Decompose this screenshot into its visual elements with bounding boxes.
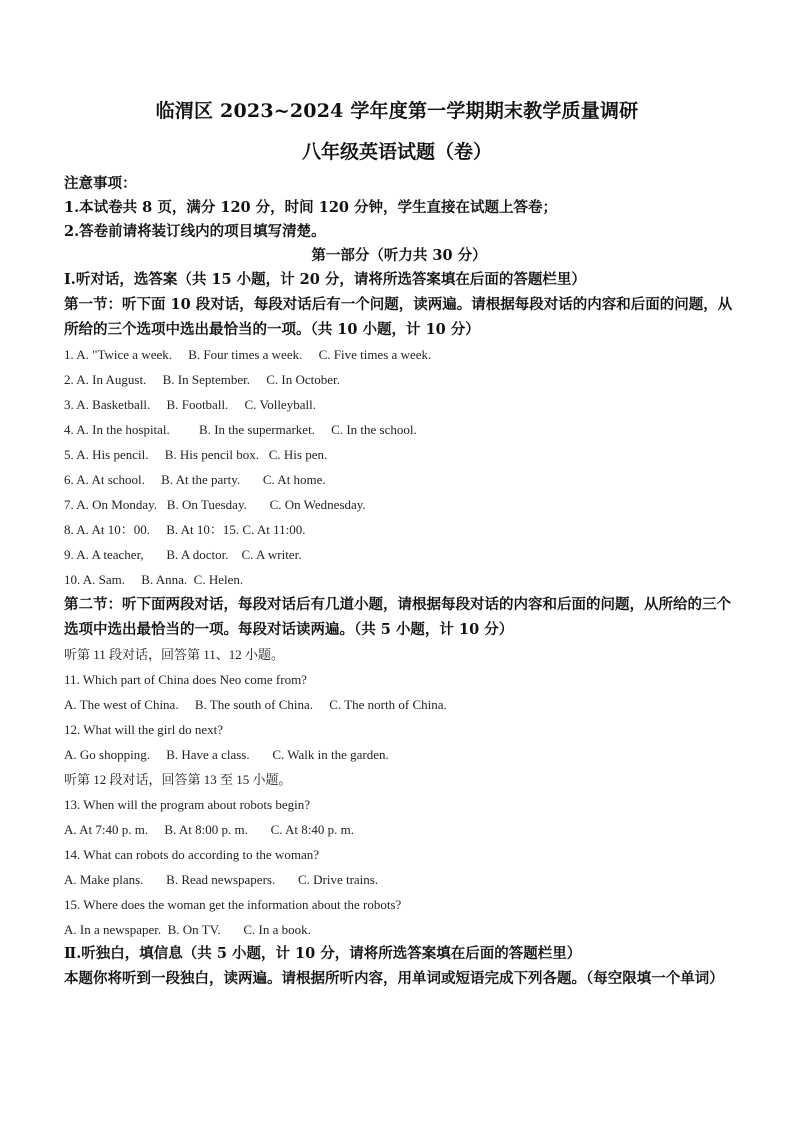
dialog-11-intro: 听第 11 段对话，回答第 11、12 小题。: [64, 647, 285, 662]
question-14: 14. What can robots do according to the woman?: [64, 847, 319, 862]
question-13-options: A. At 7:40 p. m. B. At 8:00 p. m. C. At 8:40 p. m.: [64, 822, 354, 837]
question-12-options: A. Go shopping. B. Have a class. C. Walk in the garden.: [64, 747, 389, 762]
exam-subtitle: 八年级英语试题（卷）: [301, 141, 492, 163]
question-11: 11. Which part of China does Neo come from?: [64, 672, 307, 687]
section-ii-heading: Ⅱ.听独白，填信息（共 5 小题，计 10 分，请将所选答案填在后面的答题栏里）: [64, 945, 582, 962]
notes-item: 2.答卷前请将装订线内的项目填写清楚。: [64, 223, 326, 240]
question-13: 13. When will the program about robots begin?: [64, 797, 310, 812]
question-11-options: A. The west of China. B. The south of China. C. The north of China.: [64, 697, 447, 712]
question-12: 12. What will the girl do next?: [64, 722, 223, 737]
question-10: 10. A. Sam. B. Anna. C. Helen.: [64, 572, 244, 587]
exam-content: [64, 172, 734, 991]
section-i-heading: Ⅰ.听对话，选答案（共 15 小题，计 20 分，请将所选答案填在后面的答题栏里）: [64, 271, 586, 288]
question-5: 5. A. His pencil. B. His pencil box. C. His pen.: [64, 447, 328, 462]
question-8: 8. A. At 10：00. B. At 10：15. C. At 11:00.: [64, 522, 306, 537]
question-7: 7. A. On Monday. B. On Tuesday. C. On Wednesday.: [64, 497, 366, 512]
question-6: 6. A. At school. B. At the party. C. At home.: [64, 472, 326, 487]
question-9: 9. A. A teacher, B. A doctor. C. A writer.: [64, 547, 302, 562]
question-2: 2. A. In August. B. In September. C. In October.: [64, 372, 340, 387]
question-3: 3. A. Basketball. B. Football. C. Volleyball.: [64, 397, 316, 412]
question-15: 15. Where does the woman get the information about the robots?: [64, 897, 402, 912]
exam-title: 临渭区 2023~2024 学年度第一学期期末教学质量调研: [155, 100, 639, 122]
question-15-options: A. In a newspaper. B. On TV. C. In a book.: [64, 922, 311, 937]
part1-heading: 第一部分（听力共 30 分）: [311, 247, 487, 264]
question-4: 4. A. In the hospital. B. In the supermarket. C. In the school.: [64, 422, 417, 437]
notes-item: 1.本试卷共 8 页，满分 120 分，时间 120 分钟，学生直接在试题上答卷；: [64, 199, 558, 216]
question-14-options: A. Make plans. B. Read newspapers. C. Drive trains.: [64, 872, 379, 887]
section1-intro: 第一节：听下面 10 段对话，每段对话后有一个问题，读两遍。请根据每段对话的内容和后面的问题，从所给的三个选项中选出最恰当的一项。（共 10 小题，计 10 分）: [64, 296, 733, 338]
dialog-12-intro: 听第 12 段对话，回答第 13 至 15 小题。: [64, 772, 292, 787]
notes-heading: 注意事项：: [64, 175, 137, 192]
section2-intro: 第二节：听下面两段对话，每段对话后有几道小题，请根据每段对话的内容和后面的问题，从所给的三个选项中选出最恰当的一项。每段对话读两遍。（共 5 小题，计 10 分）: [64, 596, 731, 638]
question-1: 1. A. "Twice a week. B. Four times a week. C. Five times a week.: [64, 347, 432, 362]
section-ii-intro: 本题你将听到一段独白，读两遍。请根据所听内容，用单词或短语完成下列各题。（每空限填一个单词）: [64, 970, 724, 987]
